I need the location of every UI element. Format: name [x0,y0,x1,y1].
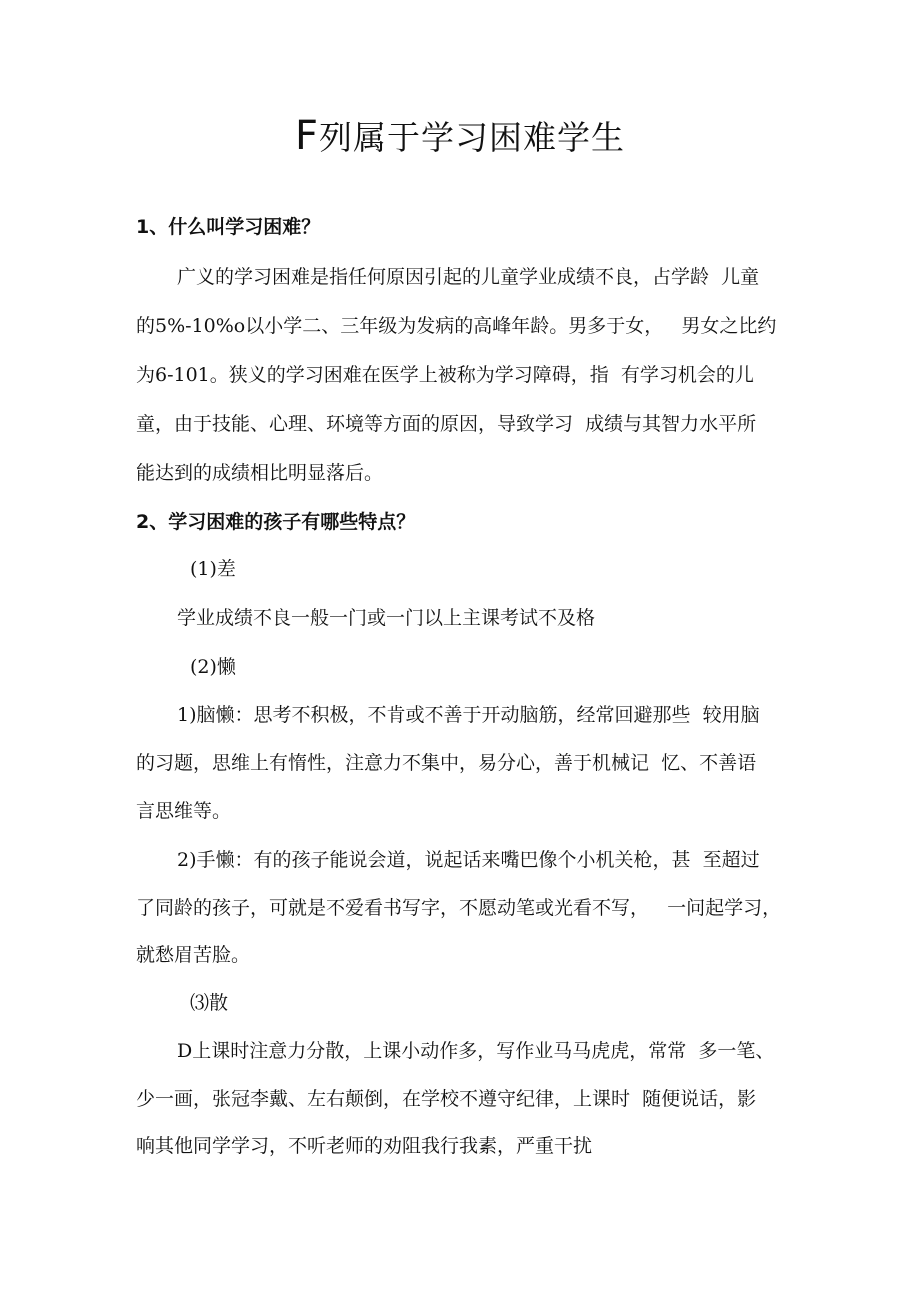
item-2-line-3: 言思维等。 [136,800,232,822]
item-3-label: ⑶散 [190,992,229,1014]
item-2-line-4: 2)手懒：有的孩子能说会道，说起话来嘴巴像个小机关枪，甚 至超过 [177,849,760,871]
section-2-heading: 2、学习困难的孩子有哪些特点？ [136,511,416,533]
item-2-line-2: 的习题，思维上有惰性，注意力不集中，易分心，善于机械记 忆、不善语 [136,752,757,774]
item-3-line-2: 少一画，张冠李戴、左右颠倒，在学校不遵守纪律，上课时 随便说话，影 [136,1088,757,1110]
section-1-heading: 1、什么叫学习困难？ [136,216,321,238]
item-1-label: (1)差 [190,558,236,580]
title-first-char: F [294,113,319,159]
item-3-line-1: D上课时注意力分散，上课小动作多，写作业马马虎虎，常常 多一笔、 [177,1040,775,1062]
item-2-line-1: 1)脑懒：思考不积极，不肯或不善于开动脑筋，经常回避那些 较用脑 [177,704,760,726]
item-1-line-1: 学业成绩不良一般一门或一门以上主课考试不及格 [177,607,596,629]
item-3-line-3: 响其他同学学习，不听老师的劝阻我行我素，严重干扰 [136,1135,593,1157]
section-1-line-5: 能达到的成绩相比明显落后。 [136,462,384,484]
title-rest: 列属于学习困难学生 [319,118,625,157]
item-2-line-5: 了同龄的孩子，可就是不爱看书写字，不愿动笔或光看不写， 一问起学习， [136,897,782,919]
item-2-label: (2)懒 [190,656,236,678]
item-2-line-6: 就愁眉苦脸。 [136,944,251,966]
section-1-line-1: 广义的学习困难是指任何原因引起的儿童学业成绩不良，占学龄 儿童 [177,266,760,288]
section-1-line-4: 童，由于技能、心理、环境等方面的原因，导致学习 成绩与其智力水平所 [136,413,757,435]
section-1-line-3: 为6-101。狭义的学习困难在医学上被称为学习障碍，指 有学习机会的儿 [136,364,754,386]
page-title [0,112,920,159]
section-1-line-2: 的5%-10%o以小学二、三年级为发病的高峰年龄。男多于女， 男女之比约 [136,315,777,337]
